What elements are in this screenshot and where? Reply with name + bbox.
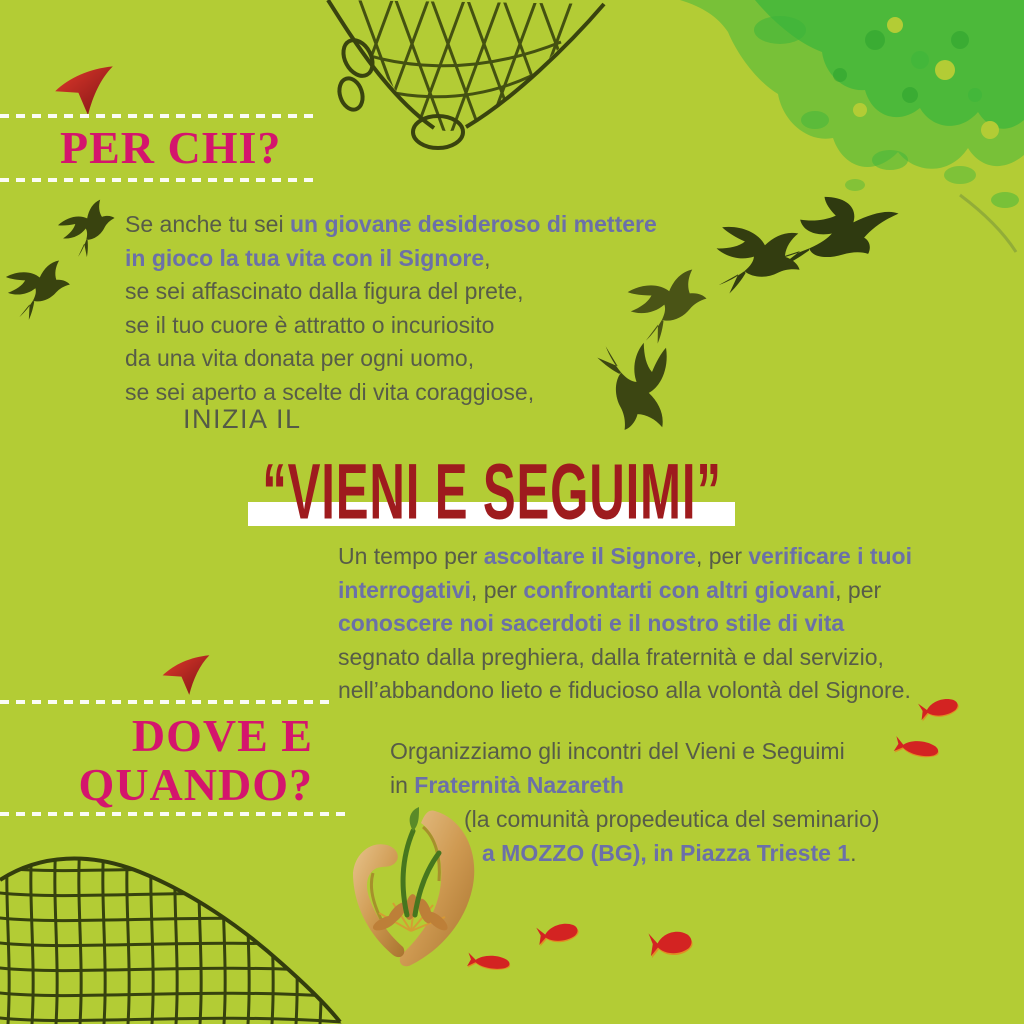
dashed-divider [0, 812, 348, 816]
main-title: “VIENI E SEGUIMI” [262, 447, 722, 536]
paragraph-line: Organizziamo gli incontri del Vieni e Seguimi [390, 738, 845, 764]
paragraph-line: interrogativi, per confrontarti con altri giovani, per [338, 576, 882, 603]
paragraph-line: se sei affascinato dalla figura del prete, [125, 278, 524, 304]
swallow-icon [0, 250, 82, 331]
red-dart-icon [52, 62, 116, 122]
paragraph-line: se sei aperto a scelte di vita coraggiose, [125, 378, 535, 405]
red-fish-icon [534, 916, 584, 950]
paragraph-line: in gioco la tua vita con il Signore, [125, 244, 491, 271]
vieni-paragraph [338, 540, 912, 708]
red-dart-icon [160, 652, 212, 700]
section-heading-per-chi: PER CHI? [60, 122, 282, 173]
bottom-fishing-net-illustration [0, 838, 342, 1024]
paragraph-line: in Fraternità Nazareth [390, 772, 624, 798]
paragraph-line: da una vita donata per ogni uomo, [125, 345, 475, 371]
red-fish-icon [916, 692, 964, 725]
paragraph-line: Un tempo per ascoltare il Signore, per verificare i tuoi [338, 543, 912, 569]
red-fish-icon [892, 734, 945, 762]
dashed-divider [0, 700, 332, 704]
paragraph-line: se il tuo cuore è attratto o incuriosito [125, 311, 495, 338]
dashed-divider [0, 178, 313, 182]
paragraph-line: nell’abbandono lieto e fiducioso alla volontà del Signore. [338, 677, 911, 703]
paragraph-line: (la comunità propedeutica del seminario) [464, 806, 880, 832]
top-fishing-net-illustration [316, 0, 616, 150]
paragraph-line: conoscere noi sacerdoti e il nostro stile di vita [338, 610, 845, 636]
paragraph-line: Se anche tu sei un giovane desideroso di mettere [125, 211, 657, 237]
inizia-il-label: INIZIA IL [183, 404, 302, 434]
per-chi-paragraph [125, 208, 657, 409]
paragraph-line: a MOZZO (BG), in Piazza Trieste 1. [482, 840, 857, 866]
section-heading-dove-quando: DOVE E QUANDO? [78, 710, 313, 810]
swallow-icon [47, 196, 125, 265]
paragraph-line: segnato dalla preghiera, dalla fraternità e dal servizio, [338, 643, 884, 670]
wheat-heart-logo [322, 803, 484, 971]
dashed-divider [0, 114, 313, 118]
red-fish-icon [647, 926, 698, 961]
